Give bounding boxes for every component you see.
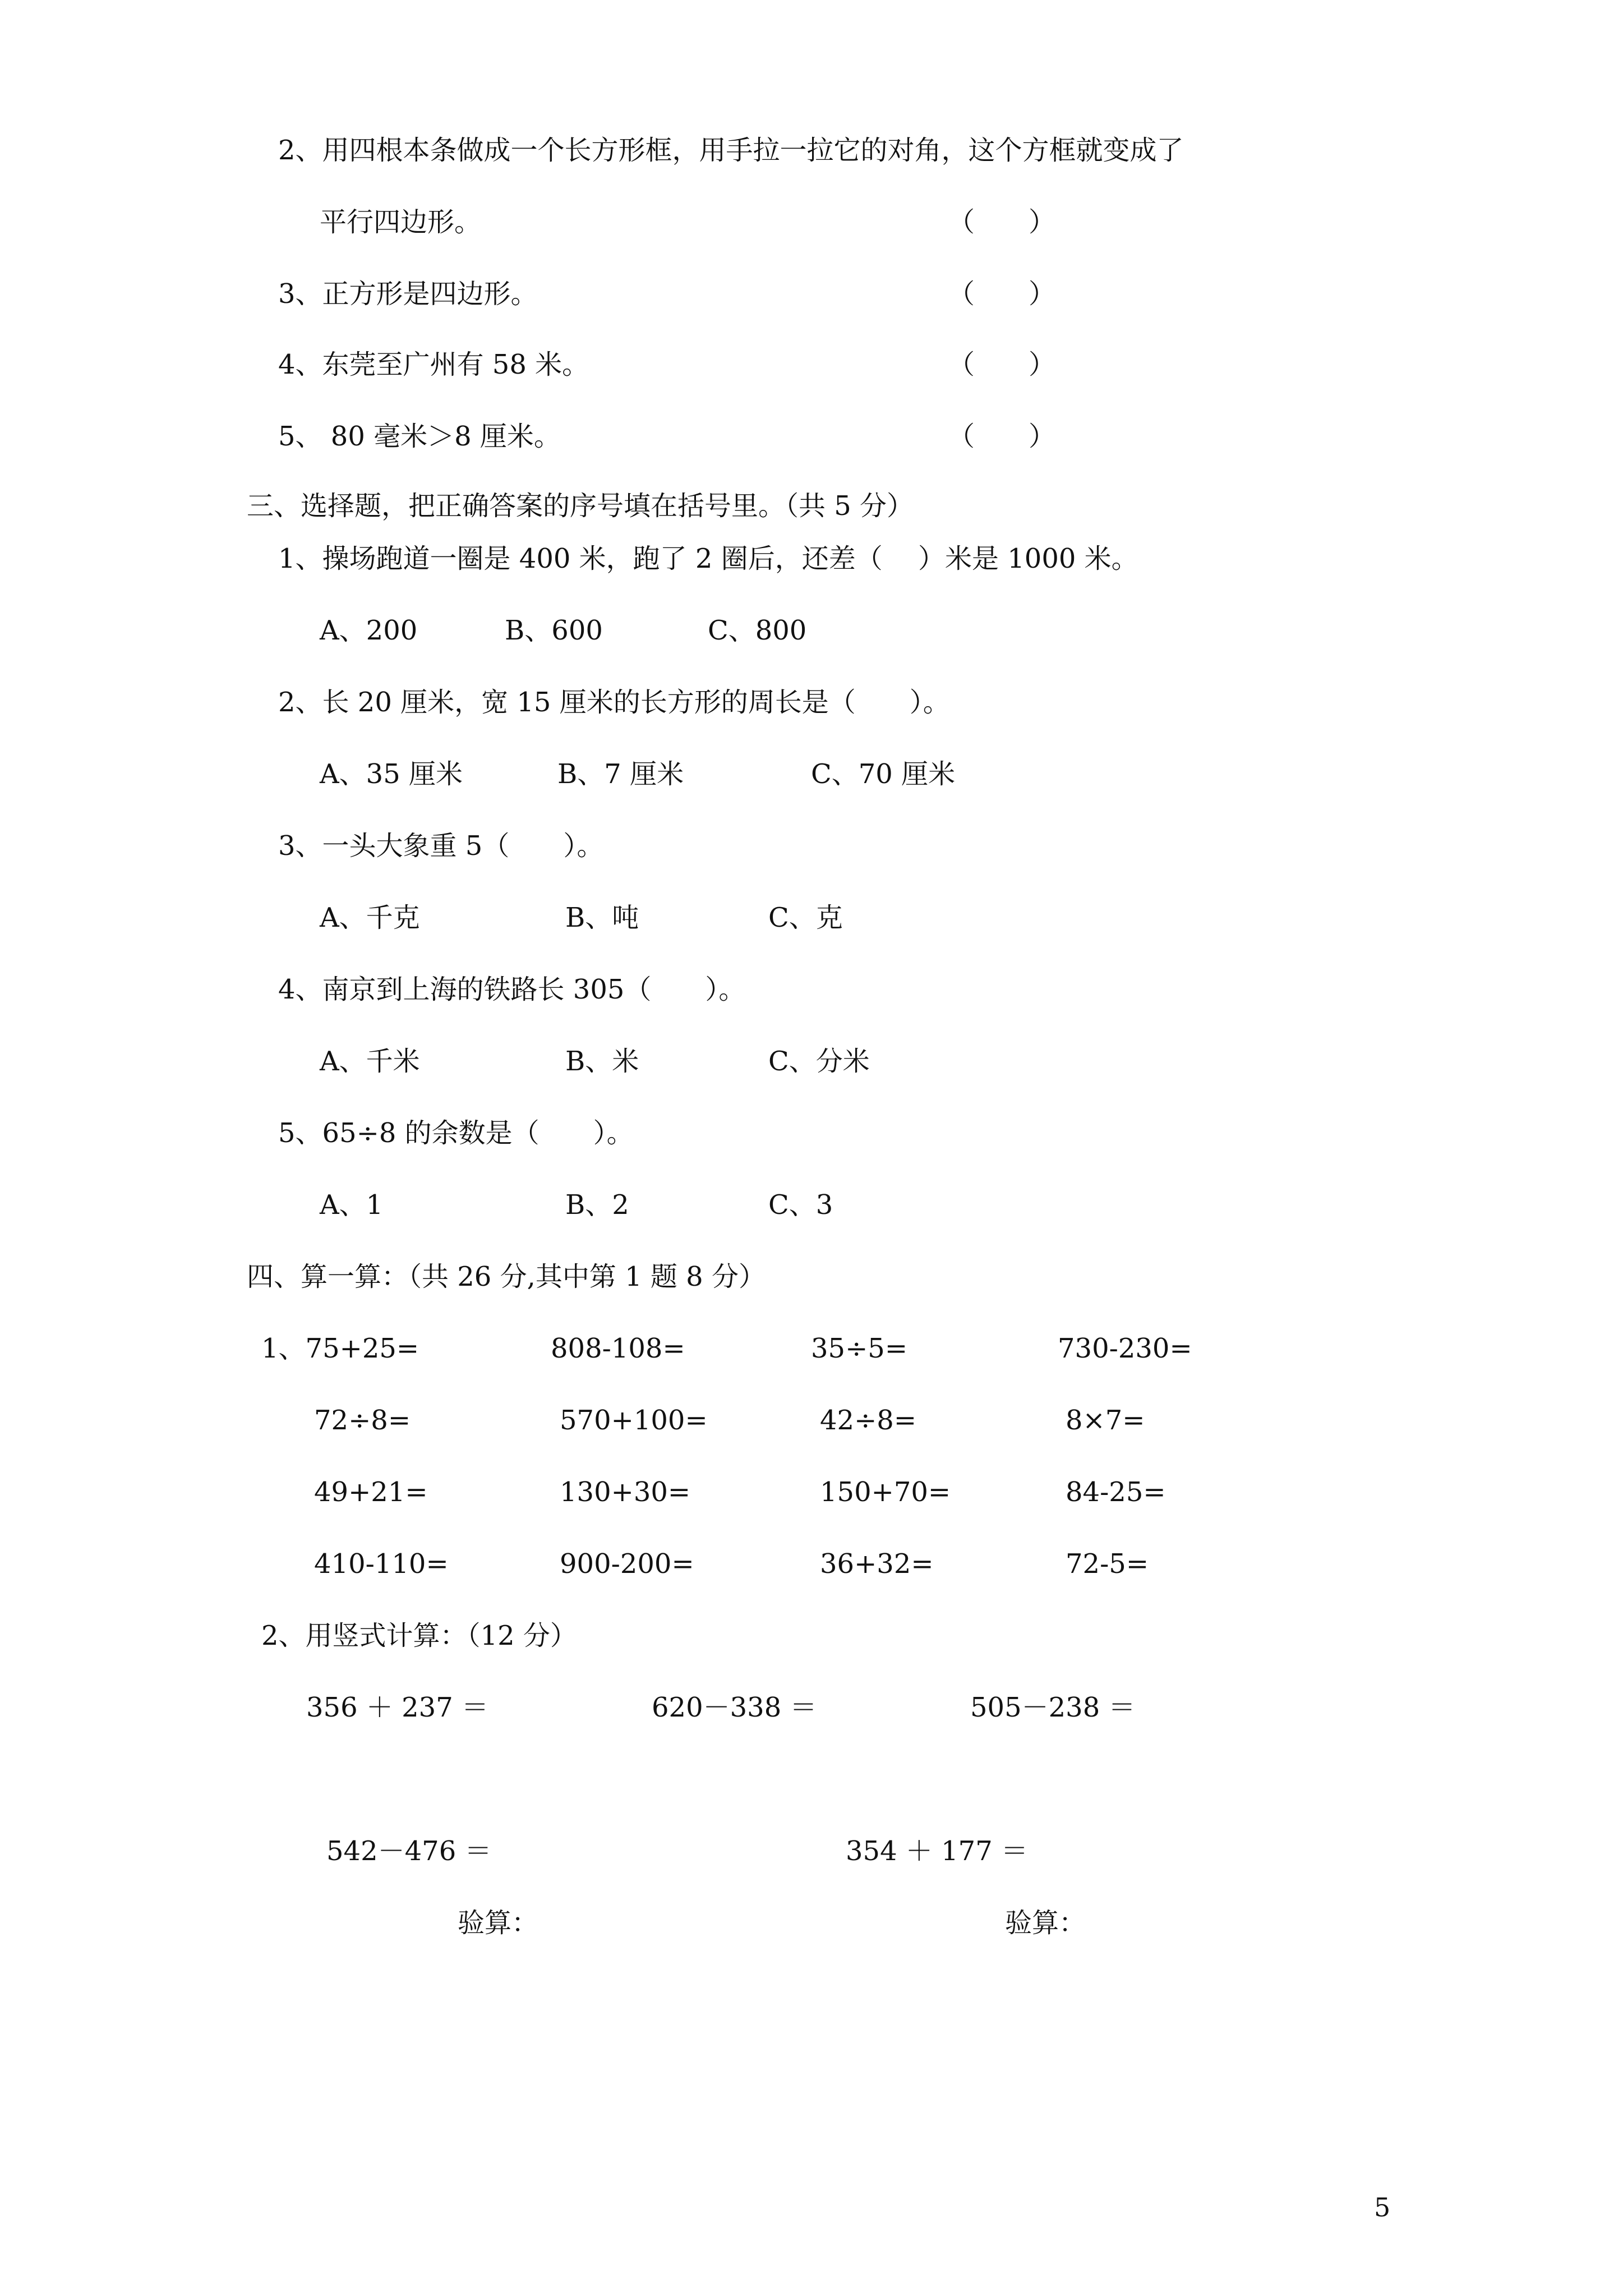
oral-problem: 570+100=: [560, 1405, 708, 1436]
oral-problem: 42÷8=: [820, 1405, 917, 1436]
section-4-heading: 四、算一算：（共 26 分,其中第 1 题 8 分）: [247, 1261, 766, 1292]
oral-problem: 900-200=: [560, 1548, 694, 1580]
vertical-calc-heading: 2、用竖式计算：（12 分）: [261, 1620, 577, 1651]
mc-question-4: 4、南京到上海的铁路长 305（ ）。: [278, 974, 746, 1005]
vertical-problem: 505－238 ＝: [970, 1692, 1136, 1723]
mc-question-2: 2、长 20 厘米，宽 15 厘米的长方形的周长是（ ）。: [278, 687, 950, 718]
mc-option-b: B、吨: [565, 902, 639, 933]
mc-option-b: B、7 厘米: [557, 758, 684, 790]
mc-option-c: C、70 厘米: [811, 758, 956, 790]
mc-option-c: C、分米: [768, 1046, 870, 1077]
vertical-problem: 620－338 ＝: [652, 1692, 817, 1723]
vertical-problem: 542－476 ＝: [326, 1835, 492, 1867]
mc-question-3: 3、一头大象重 5（ ）。: [278, 830, 604, 862]
oral-problem: 84-25=: [1066, 1476, 1166, 1508]
mc-option-a: A、35 厘米: [320, 758, 463, 790]
mc-question-1: 1、操场跑道一圈是 400 米，跑了 2 圈后，还差（ ）米是 1000 米。: [278, 543, 1138, 574]
tf-question-3: 3、正方形是四边形。: [278, 278, 538, 310]
mc-option-c: C、800: [708, 615, 807, 646]
tf-question-2-line2: 平行四边形。: [320, 206, 482, 238]
tf-question-2-line1: 2、用四根本条做成一个长方形框，用手拉一拉它的对角，这个方框就变成了: [278, 135, 1184, 166]
mc-option-b: B、米: [565, 1046, 639, 1077]
answer-parenthesis: （ ）: [948, 278, 1056, 310]
oral-problem: 8×7=: [1066, 1405, 1145, 1436]
tf-question-4: 4、东莞至广州有 58 米。: [278, 349, 589, 380]
page-number: 5: [1374, 2192, 1391, 2223]
check-label: 验算：: [1005, 1907, 1086, 1939]
vertical-problem: 356 ＋ 237 ＝: [306, 1692, 489, 1723]
section-3-heading: 三、选择题，把正确答案的序号填在括号里。（共 5 分）: [247, 490, 914, 522]
oral-problem: 808-108=: [551, 1333, 685, 1364]
oral-problem: 730-230=: [1058, 1333, 1192, 1364]
check-label: 验算：: [458, 1907, 539, 1939]
mc-option-b: B、2: [565, 1189, 629, 1221]
oral-problem: 150+70=: [820, 1476, 951, 1508]
mc-option-b: B、600: [505, 615, 603, 646]
answer-parenthesis: （ ）: [948, 421, 1056, 452]
mc-option-a: A、千米: [320, 1046, 420, 1077]
oral-problem: 49+21=: [314, 1476, 428, 1508]
mc-option-a: A、1: [320, 1189, 384, 1221]
oral-problem: 410-110=: [314, 1548, 449, 1580]
oral-problem: 72÷8=: [314, 1405, 411, 1436]
answer-parenthesis: （ ）: [948, 349, 1056, 380]
oral-problem: 35÷5=: [811, 1333, 908, 1364]
tf-question-5: 5、 80 毫米＞8 厘米。: [278, 421, 561, 452]
mc-question-5: 5、65÷8 的余数是（ ）。: [278, 1117, 634, 1149]
mc-option-a: A、千克: [320, 902, 420, 933]
mc-option-c: C、3: [768, 1189, 833, 1221]
oral-problem: 72-5=: [1066, 1548, 1149, 1580]
answer-parenthesis: （ ）: [948, 206, 1056, 238]
oral-problem: 130+30=: [560, 1476, 691, 1508]
vertical-problem: 354 ＋ 177 ＝: [846, 1835, 1029, 1867]
mc-option-a: A、200: [320, 615, 418, 646]
oral-problem: 36+32=: [820, 1548, 934, 1580]
oral-problem: 1、75+25=: [261, 1333, 419, 1364]
mc-option-c: C、克: [768, 902, 843, 933]
